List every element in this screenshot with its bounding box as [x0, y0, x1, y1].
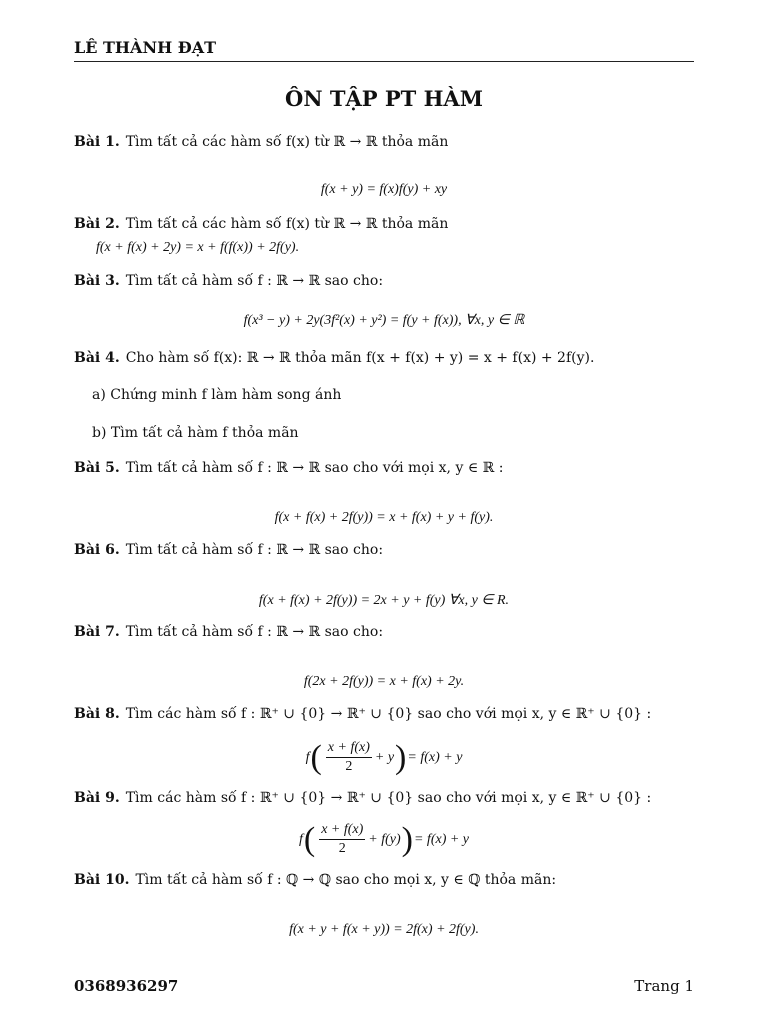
page-header-author: LÊ THÀNH ĐẠT [74, 38, 694, 62]
equation-rhs: = f(x) + y [413, 831, 470, 847]
problem-3-equation: f(x³ − y) + 2y(3f²(x) + y²) = f(y + f(x)), ∀x, y ∈ ℝ [243, 313, 525, 328]
problem-text: Tìm tất cả hàm số f : ℝ → ℝ sao cho với mọi x, y ∈ ℝ : [125, 460, 504, 476]
problem-label: Bài 8. [74, 706, 120, 722]
problem-text: Tìm tất cả hàm số f : ℝ → ℝ sao cho: [125, 273, 384, 289]
problem-7-equation: f(2x + 2f(y)) = x + f(x) + 2y. [303, 674, 465, 689]
problem-text: Tìm tất cả các hàm số f(x) từ ℝ → ℝ thỏa mãn [125, 216, 449, 232]
problem-label: Bài 3. [74, 273, 120, 289]
problem-1 [74, 134, 448, 150]
paren-open: ( [310, 738, 322, 776]
paren-open: ( [303, 820, 316, 858]
fraction [319, 822, 365, 857]
problem-label: Bài 5. [74, 460, 120, 476]
footer-page-number: Trang 1 [634, 977, 694, 995]
problem-label: Bài 4. [74, 350, 120, 366]
problem-10-equation: f(x + y + f(x + y)) = 2f(x) + 2f(y). [289, 922, 479, 937]
fraction-denominator: 2 [338, 841, 346, 856]
problem-3 [74, 273, 383, 289]
problem-5 [74, 460, 503, 476]
problem-1-equation: f(x + y) = f(x)f(y) + xy [320, 182, 448, 197]
problem-4 [74, 350, 594, 366]
problem-label: Bài 10. [74, 872, 130, 888]
problem-5-equation: f(x + f(x) + 2f(y)) = x + f(x) + y + f(y). [274, 510, 494, 525]
footer-phone: 0368936297 [74, 977, 179, 995]
problem-4-part-b: b) Tìm tất cả hàm f thỏa mãn [92, 425, 299, 441]
equation-middle: + f(y) [368, 831, 401, 847]
problem-2-equation: f(x + f(x) + 2y) = x + f(f(x)) + 2f(y). [96, 240, 300, 255]
problem-7 [74, 624, 383, 640]
paren-close: ) [401, 820, 413, 858]
fraction-denominator: 2 [345, 759, 353, 774]
problem-text: Tìm các hàm số f : ℝ⁺ ∪ {0} → ℝ⁺ ∪ {0} sao cho với mọi x, y ∈ ℝ⁺ ∪ {0} : [125, 706, 652, 722]
problem-text: Cho hàm số f(x): ℝ → ℝ thỏa mãn f(x + f(x) + y) = x + f(x) + 2f(y). [125, 350, 595, 366]
problem-text: Tìm các hàm số f : ℝ⁺ ∪ {0} → ℝ⁺ ∪ {0} sao cho với mọi x, y ∈ ℝ⁺ ∪ {0} : [125, 790, 652, 806]
problem-4-part-a: a) Chứng minh f làm hàm song ánh [92, 387, 342, 403]
problem-10 [74, 872, 556, 888]
problem-8 [74, 706, 651, 722]
problem-text: Tìm tất cả các hàm số f(x) từ ℝ → ℝ thỏa mãn [125, 134, 449, 150]
fraction [326, 740, 372, 775]
fraction-numerator: x + f(x) [319, 822, 365, 840]
fraction-numerator: x + f(x) [326, 740, 372, 758]
problem-6 [74, 542, 383, 558]
problem-8-equation [0, 740, 768, 775]
problem-label: Bài 7. [74, 624, 120, 640]
problem-9 [74, 790, 651, 806]
function-symbol: f [298, 831, 303, 847]
problem-6-equation: f(x + f(x) + 2f(y)) = 2x + y + f(y) ∀x, y ∈ R. [258, 593, 510, 608]
function-symbol: f [305, 749, 310, 765]
equation-rhs: = f(x) + y [407, 749, 463, 765]
paren-close: ) [395, 738, 407, 776]
problem-label: Bài 2. [74, 216, 120, 232]
page-title: ÔN TẬP PT HÀM [285, 86, 483, 111]
problem-9-equation [0, 822, 768, 857]
problem-label: Bài 6. [74, 542, 120, 558]
problem-label: Bài 9. [74, 790, 120, 806]
problem-text: Tìm tất cả hàm số f : ℝ → ℝ sao cho: [125, 542, 384, 558]
problem-text: Tìm tất cả hàm số f : ℚ → ℚ sao cho mọi x, y ∈ ℚ thỏa mãn: [135, 872, 557, 888]
problem-2 [74, 216, 448, 232]
problem-text: Tìm tất cả hàm số f : ℝ → ℝ sao cho: [125, 624, 384, 640]
equation-middle: + y [374, 749, 395, 765]
problem-label: Bài 1. [74, 134, 120, 150]
